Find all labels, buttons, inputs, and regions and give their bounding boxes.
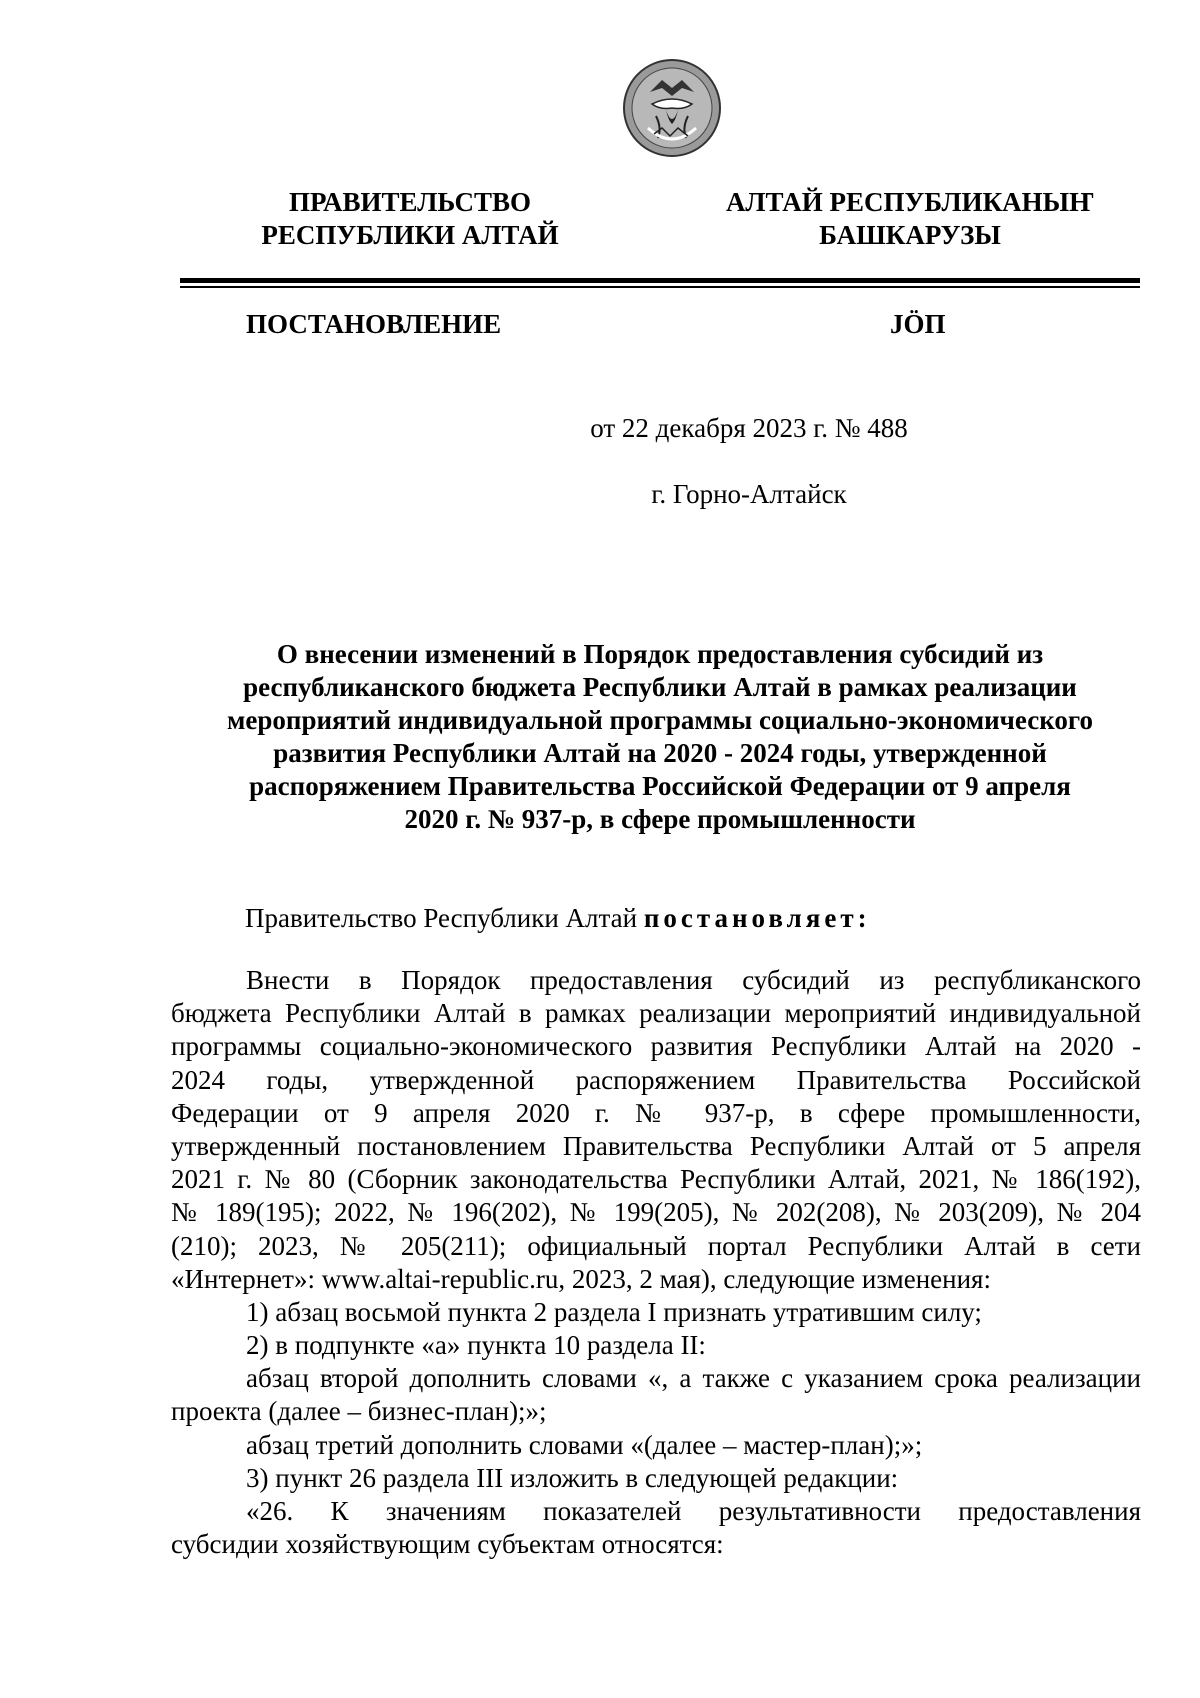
title-line: республиканского бюджета Республики Алтай в рамках реализации <box>243 672 1077 702</box>
body-text <box>171 964 1141 1561</box>
header-right-line2: БАШКАРУЗЫ <box>819 220 1001 250</box>
body-line: 2) в подпункте «а» пункта 10 раздела II: <box>246 1330 706 1361</box>
body-line: «26. К значениям показателей результативности предоставления <box>246 1496 1141 1526</box>
document-type-altai: JÖП <box>890 309 946 339</box>
document-type-russian: ПОСТАНОВЛЕНИЕ <box>246 309 502 339</box>
document-title <box>180 638 1140 836</box>
header-left-line1: ПРАВИТЕЛЬСТВО <box>288 187 532 217</box>
title-line: распоряжением Правительства Российской Федерации от 9 апреля <box>249 771 1071 801</box>
body-line: 2024 годы, утвержденной распоряжением Правительства Российской <box>171 1064 1141 1095</box>
body-line: утвержденный постановлением Правительства Республики Алтай от 5 апреля <box>171 1130 1141 1161</box>
title-line: развития Республики Алтай на 2020 - 2024 годы, утвержденной <box>273 738 1047 768</box>
government-name-russian <box>210 186 610 252</box>
body-line: абзац второй дополнить словами «, а также с указанием срока реализации <box>246 1363 1141 1394</box>
body-line: Федерации от 9 апреля 2020 г. № 937-р, в сфере промышленности, <box>171 1097 1141 1128</box>
government-name-altai <box>700 186 1120 252</box>
body-line: Внести в Порядок предоставления субсидий из республиканского <box>246 965 1141 995</box>
title-line: мероприятий индивидуальной программы социально-экономического <box>227 705 1093 735</box>
body-line: (210); 2023, № 205(211); официальный портал Республики Алтай в сети <box>171 1230 1141 1261</box>
body-line: 1) абзац восьмой пункта 2 раздела I признать утратившим силу; <box>246 1296 982 1327</box>
body-line: 3) пункт 26 раздела III изложить в следующей редакции: <box>246 1462 899 1493</box>
body-line: бюджета Республики Алтай в рамках реализации мероприятий индивидуальной <box>171 998 1141 1029</box>
body-line: абзац третий дополнить словами «(далее – мастер-план);»; <box>246 1429 923 1460</box>
decree-prefix: Правительство Республики Алтай <box>245 903 644 933</box>
city: г. Горно-Алтайск <box>651 479 847 509</box>
header-divider-thin <box>180 286 1140 288</box>
title-line: О внесении изменений в Порядок предоставления субсидий из <box>276 639 1044 669</box>
body-line: «Интернет»: www.altai-republic.ru, 2023, 2 мая), следующие изменения: <box>171 1263 991 1294</box>
body-line: программы социально-экономического развития Республики Алтай на 2020 - <box>171 1031 1141 1062</box>
header-left-line2: РЕСПУБЛИКИ АЛТАЙ <box>261 220 559 250</box>
header-divider-thick <box>180 278 1140 283</box>
body-line: субсидии хозяйствующим субъектам относятся: <box>171 1529 724 1560</box>
header-right-line1: АЛТАЙ РЕСПУБЛИКАНЫҤ <box>725 187 1095 217</box>
date-and-number: от 22 декабря 2023 г. № 488 <box>590 413 908 443</box>
coat-of-arms-emblem <box>622 58 722 158</box>
decree-verb: постановляет: <box>643 903 871 933</box>
body-line: проекта (далее – бизнес-план);»; <box>171 1396 547 1427</box>
title-line: 2020 г. № 937-р, в сфере промышленности <box>404 804 916 834</box>
body-line: 2021 г. № 80 (Сборник законодательства Республики Алтай, 2021, № 186(192), <box>171 1164 1141 1195</box>
body-line: № 189(195); 2022, № 196(202), № 199(205), № 202(208), № 203(209), № 204 <box>171 1197 1141 1228</box>
decree-statement <box>245 902 1200 935</box>
